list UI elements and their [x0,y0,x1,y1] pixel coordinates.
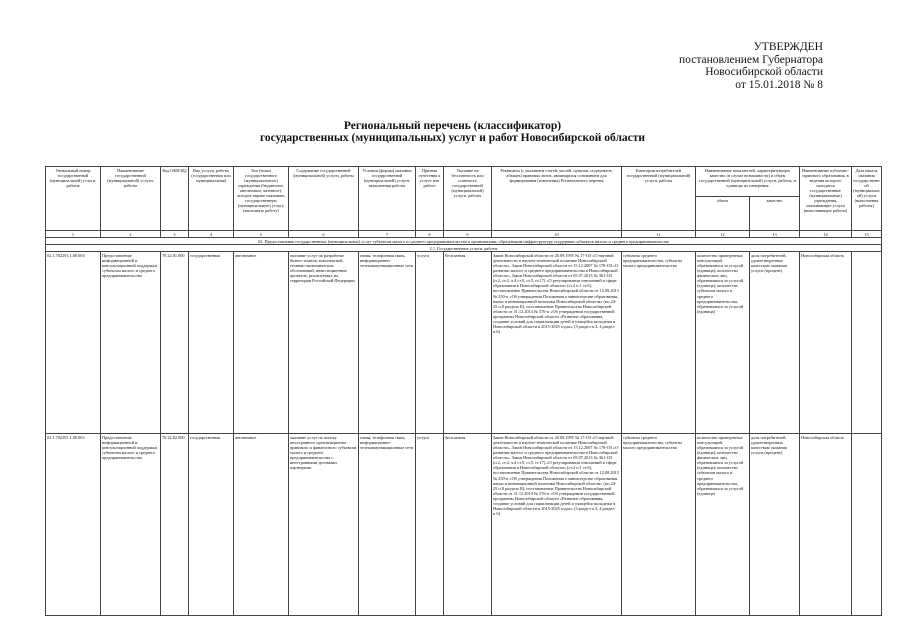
section-row [46,238,882,245]
cell-paid: бесплатная [444,434,492,616]
subsection-heading: 2.1. Государственные услуги, работы [46,245,882,252]
cell-name: Предоставление информационной и консультационной поддержки субъектам малого и среднего предпринимательства [101,434,161,616]
header-cell-volume: объем [696,197,750,231]
document-subtitle: государственных (муниципальных) услуг и работ Новосибирской области [259,132,646,144]
approved-line-3: Новосибирской области [705,66,823,78]
approval-stamp [633,41,823,91]
header-cell: Наименование государственной (муниципальной) услуги, работы [101,167,161,231]
column-number: 5 [234,231,289,238]
approved-line-4: от 15.01.2018 № 8 [735,78,823,91]
table-row [46,252,882,434]
column-numbers-row [46,231,882,238]
cell-consumers: субъекты среднего предпринимательства, субъекты малого предпринимательства [622,434,696,616]
header-cell: Содержание государственной (муниципальной) услуги, работы [289,167,359,231]
column-number: 14 [800,231,852,238]
cell-volume: количество проведенных консультаций, обратившихся за услугой (единица); количество физических лиц, обратившихся за услугой (единица); количество субъектов малого и среднего предпринимательства, обратившихся за услугой (единица) [696,434,750,616]
header-cell: Указание на бесплатность или платность государственной (муниципальной) услуги, работы [444,167,492,231]
column-number: 8 [416,231,444,238]
cell-content: оказание услуг по поиску иностранного организационно-правового и финансового субъектам малого и среднего предпринимательства с иностранными деловыми партнерами [289,434,359,616]
header-cell: Категории потребителей государственной (муниципальной) услуги, работы [622,167,696,231]
cell-kind: государственная [189,252,234,434]
cell-id: 02.1.702291.1.00.004 [46,252,101,434]
cell-kind: государственная [189,434,234,616]
column-number: 10 [492,231,622,238]
header-cell: Наименование публично-правового образования, в ведении которого находятся государственные (муниципальные) учреждения, оказывающие услуги (выполняющие работы) [800,167,852,231]
cell-sign: услуга [416,434,444,616]
cell-paid: бесплатная [444,252,492,434]
header-cell: Вид услуги, работы (государственная или муниципальная) [189,167,234,231]
cell-legal: Закон Новосибирской области от 20.09.1995 № 17-ОЗ «О научной деятельности и научно-технической политике Новосибирской области», Закон Новосибирской области от 15.12.2007 № 178-ОЗ «О развитии малого и среднего предпринимательства в Новосибирской области», Закон Новосибирской области от 05.07.2013 № 361-ОЗ (п.2, ст.4, ч.4 ст.9, ст.5, ст.17) «О регулировании отношений в сфере образования в Новосибирской области» (ст.2 п.1 ст.6), постановление Правительства Новосибирской области от 12.08.2015 № 250-п «Об утверждении Положения о министерстве образования, науки и инновационной политики Новосибирской области» (пп.24-25 п.8 раздела II), постановление Правительства Новосибирской области от 31.12.2014 № 576-п «Об утверждении государственной программы Новосибирской области «Развитие образования, создание условий для социализации детей и учащейся молодежи в Новосибирской области в 2015-2025 годах» (3 раздел п.3, 4 раздел п.6) [492,252,622,434]
cell-sign: услуга [416,252,444,434]
cell-type: автономное [234,252,289,434]
header-cell: Признак отнесения к услуге или работе [416,167,444,231]
column-number: 15 [852,231,882,238]
cell-type: автономное [234,434,289,616]
cell-volume: количество проведенных консультаций, обратившихся за услугой (единица); количество физических лиц, обратившихся за услугой (единица); количество субъектов малого и среднего предпринимательства, обратившихся за услугой (единица) [696,252,750,434]
table-header-row [46,167,882,197]
column-number: 1 [46,231,101,238]
header-cell-quality: качество [750,197,800,231]
cell-quality: доля потребителей, удовлетворенных качеством оказания услуги (процент) [750,434,800,616]
cell-id: 02.1.702291.1.00.003 [46,434,101,616]
table-row [46,434,882,616]
cell-date [852,252,882,434]
header-cell: Наименование показателей, характеризующих качество (в случае возможности) и объем государственной (муниципальной) услуги, работы, и единицы их измерения [696,167,800,197]
register-table [45,166,882,616]
cell-form: очная, телефонная связь, информационно-телекоммуникационные сети [359,252,416,434]
column-number: 6 [289,231,359,238]
cell-quality: доля потребителей, удовлетворенных качеством оказания услуги (процент) [750,252,800,434]
subsection-row [46,245,882,252]
header-cell: Уникальный номер государственной (муниципальной) услуги, работы [46,167,101,231]
header-cell: Тип (типы) государственного (муниципального) учреждения (бюджетное, автономное, казенное), которое вправе оказывать государственную (муниципальную) услугу (выполнять работу) [234,167,289,231]
cell-owner: Новосибирская область [800,252,852,434]
header-cell: Условия (формы) оказания государственной (муниципальной) услуги, выполнения работы [359,167,416,231]
header-cell: Дата начала оказания государственной (муниципальной) услуги (выполнения работы) [852,167,882,231]
column-number: 4 [189,231,234,238]
column-number: 2 [101,231,161,238]
column-number: 9 [444,231,492,238]
approved-line-1: УТВЕРЖДЕН [753,41,823,53]
document-title: Региональный перечень (классификатор) [343,120,562,132]
cell-owner: Новосибирская область [800,434,852,616]
header-cell: Код ОКВЭД2 [161,167,189,231]
column-number: 12 [696,231,750,238]
approved-line-2: постановлением Губернатора [679,53,823,66]
cell-consumers: субъекты среднего предпринимательства, субъекты малого предпринимательства [622,252,696,434]
cell-okved: 70.22.82.000 [161,434,189,616]
cell-content: оказание услуг по разработке бизнес-планов, комплексной, технико-экономических обоснований, инвестиционных проектов, реализуемых на территории Российской Федерации [289,252,359,434]
header-cell: Реквизиты (с указанием статей, частей, пунктов, подпунктов, абзацев) правовых актов, являющихся основанием для формирования (изменения) Регионального перечня [492,167,622,231]
cell-name: Предоставление информационной и консультационной поддержки субъектам малого и среднего предпринимательства [101,252,161,434]
cell-legal: Закон Новосибирской области от 20.09.1995 № 17-ОЗ «О научной деятельности и научно-технической политике Новосибирской области», Закон Новосибирской области от 15.12.2007 № 178-ОЗ «О развитии малого и среднего предпринимательства в Новосибирской области», Закон Новосибирской области от 05.07.2013 № 361-ОЗ (п.2, ст.4, ч.4 ст.9, ст.5, ст.17) «О регулировании отношений в сфере образования в Новосибирской области» (ст.2 п.1 ст.6), постановление Правительства Новосибирской области от 12.08.2015 № 250-п «Об утверждении Положения о министерстве образования, науки и инновационной политики Новосибирской области» (пп.24-25 п.8 раздела II), постановление Правительства Новосибирской области от 31.12.2014 № 576-п «Об утверждении государственной программы Новосибирской области «Развитие образования, создание условий для социализации детей и учащейся молодежи в Новосибирской области в 2015-2025 годах» (3 раздел п.3, 4 раздел п.6) [492,434,622,616]
column-number: 7 [359,231,416,238]
column-number: 13 [750,231,800,238]
column-number: 3 [161,231,189,238]
cell-form: очная, телефонная связь, информационно-телекоммуникационные сети [359,434,416,616]
section-heading: 02. Предоставление государственных (муниципальных) услуг субъектам малого и среднего предпринимательства и организациям, образующим инфраструктуру поддержки субъектов малого и среднего предпринимательства [46,238,882,245]
column-number: 11 [622,231,696,238]
cell-date [852,434,882,616]
cell-okved: 70.22.81.000 [161,252,189,434]
